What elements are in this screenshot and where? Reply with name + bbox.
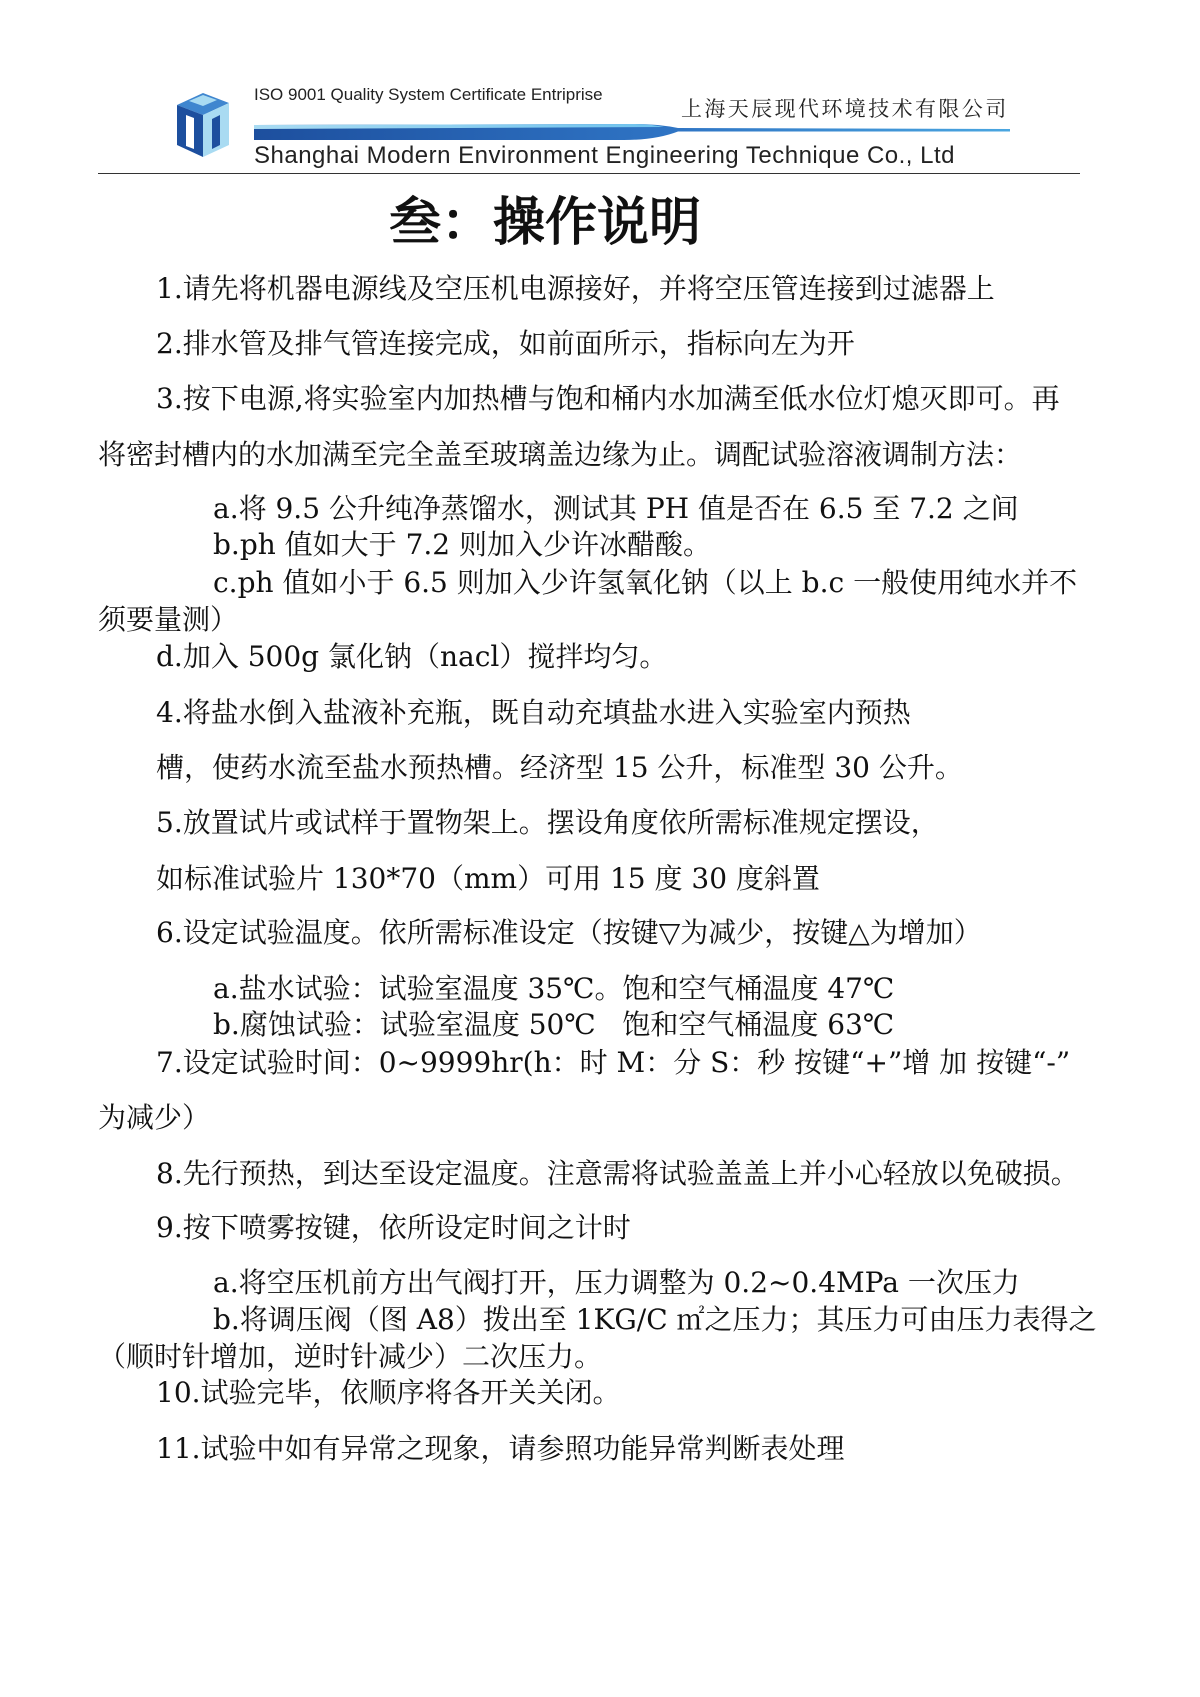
certificate-text: ISO 9001 Quality System Certificate Entriprise [254, 85, 603, 104]
step-5-line-1: 5.放置试片或试样于置物架上。摆设角度依所需标准规定摆设， [156, 806, 939, 839]
step-9-substep-a: a.将空压机前方出气阀打开，压力调整为 0.2~0.4MPa 一次压力 [213, 1266, 1020, 1299]
step-3-line-1: 3.按下电源,将实验室内加热槽与饱和桶内水加满至低水位灯熄灭即可。再 [156, 382, 1060, 415]
step-4-line-1: 4.将盐水倒入盐液补充瓶，既自动充填盐水进入实验室内预热 [156, 696, 911, 729]
step-6-substep-a: a.盐水试验：试验室温度 35℃。饱和空气桶温度 47℃ [213, 972, 895, 1005]
step-7-line-2: 为减少） [98, 1101, 211, 1134]
step-3-line-2: 将密封槽内的水加满至完全盖至玻璃盖边缘为止。调配试验溶液调制方法： [98, 438, 1023, 471]
header-rule [98, 173, 1080, 174]
step-6-text: 6.设定试验温度。依所需标准设定（按键▽为减少，按键△为增加） [156, 916, 982, 949]
step-9-text: 9.按下喷雾按键，依所设定时间之计时 [156, 1211, 631, 1244]
step-4-line-2: 槽，使药水流至盐水预热槽。经济型 15 公升，标准型 30 公升。 [156, 751, 963, 784]
step-3-substep-c-line-2: 须要量测） [98, 603, 239, 636]
header-swoosh [254, 119, 1014, 143]
step-2-text: 2.排水管及排气管连接完成，如前面所示，指标向左为开 [156, 327, 855, 360]
step-10-text: 10.试验完毕，依顺序将各开关关闭。 [156, 1376, 621, 1409]
step-11-text: 11.试验中如有异常之现象，请参照功能异常判断表处理 [156, 1432, 845, 1465]
step-7-line-1: 7.设定试验时间：0~9999hr(h：时 M：分 S：秒 按键“+”增 加 按键“-” [156, 1046, 1071, 1079]
step-1-text: 1.请先将机器电源线及空压机电源接好，并将空压管连接到过滤器上 [156, 272, 995, 305]
step-5-line-2: 如标准试验片 130*70（mm）可用 15 度 30 度斜置 [156, 862, 820, 895]
step-8-text: 8.先行预热，到达至设定温度。注意需将试验盖盖上并小心轻放以免破损。 [156, 1157, 1079, 1190]
step-3-substep-b: b.ph 值如大于 7.2 则加入少许冰醋酸。 [213, 528, 712, 561]
step-3-substep-c-line-1: c.ph 值如小于 6.5 则加入少许氢氧化钠（以上 b.c 一般使用纯水并不 [213, 566, 1078, 599]
step-9-substep-b-line-1: b.将调压阀（图 A8）拨出至 1KG/C ㎡之压力；其压力可由压力表得之 [213, 1303, 1097, 1336]
company-name-cn: 上海天辰现代环境技术有限公司 [681, 97, 1009, 121]
step-6-substep-b: b.腐蚀试验：试验室温度 50℃ 饱和空气桶温度 63℃ [213, 1008, 895, 1041]
step-9-substep-b-line-2: （顺时针增加，逆时针减少）二次压力。 [98, 1340, 603, 1373]
page-title: 叁：操作说明 [389, 193, 702, 253]
company-logo [169, 87, 235, 159]
company-name-en: Shanghai Modern Environment Engineering Technique Co., Ltd [254, 142, 955, 169]
step-3-substep-a: a.将 9.5 公升纯净蒸馏水，测试其 PH 值是否在 6.5 至 7.2 之间 [213, 492, 1019, 525]
step-3-substep-d: d.加入 500g 氯化钠（nacl）搅拌均匀。 [156, 640, 668, 673]
